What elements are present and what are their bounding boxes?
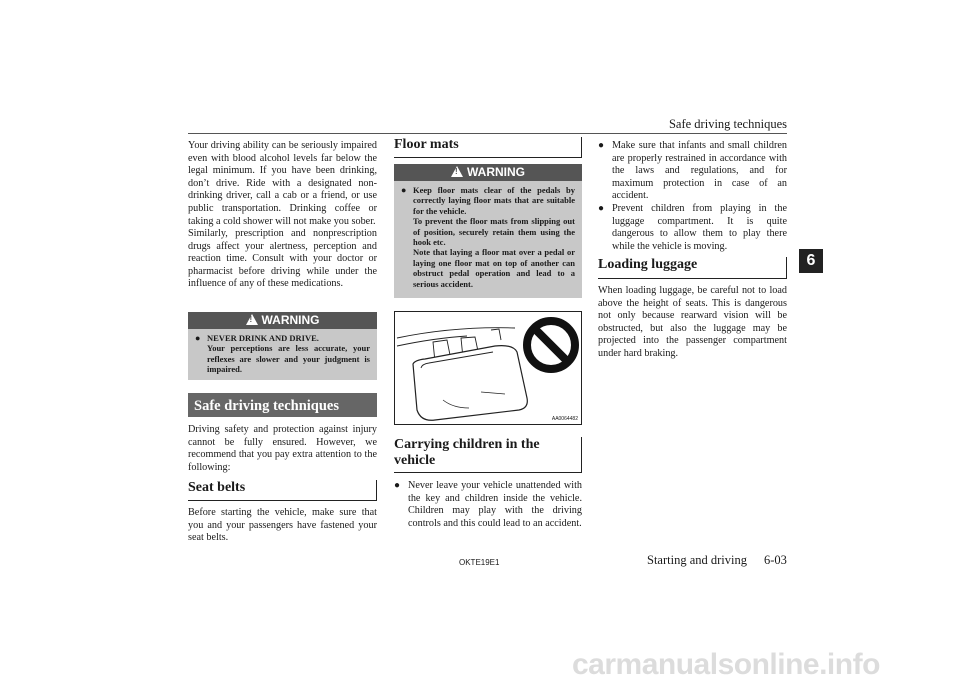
seat-belts-paragraph: Before starting the vehicle, make sure that you and your passengers have fastened your seat belts. (188, 507, 377, 544)
running-header: Safe driving techniques (668, 117, 787, 131)
safe-driving-paragraph: Driving safety and protection against injury cannot be fully ensured. However, we recommend that you pay extra attention to the following: (188, 424, 377, 473)
header-rule (188, 133, 787, 134)
floor-mat-drawing (395, 312, 581, 424)
chapter-tab: 6 (799, 249, 823, 273)
luggage-play-bullet-text: Prevent children from playing in the luggage compartment. It is quite dangerous to allow them to play there while the vehicle is moving. (612, 203, 787, 252)
heading-carrying-children: Carrying children in the vehicle (394, 437, 582, 473)
bullet-icon: ● (598, 140, 605, 151)
warning-box-drink (188, 312, 377, 380)
alcohol-paragraph: Your driving ability can be seriously impaired even with blood alcohol levels far below the legal minimum. If you have been drinking, don’t drive. Ride with a designated non-drinking driver, call a cab or a friend, or use public transportation. Drinking coffee or taking a cold shower will not make you sober. (188, 140, 377, 227)
heading-floor-mats: Floor mats (394, 137, 582, 158)
bullet-icon: ● (394, 480, 401, 491)
warning-triangle-icon (451, 166, 463, 177)
warning-header: !WARNING (394, 164, 582, 181)
children-bullet-text: Never leave your vehicle unattended with the key and children inside the vehicle. Children may play with the driving controls and this could lead to an accident. (408, 480, 582, 529)
footer-section: Starting and driving (647, 553, 747, 567)
loading-luggage-paragraph: When loading luggage, be careful not to load above the height of seats. This is dangerous not only because rearward vision will be obstructed, but also the luggage may be projected into the passenger compartment under hard braking. (598, 285, 787, 359)
bullet-icon: ● (195, 333, 201, 343)
children-bullet (394, 480, 582, 530)
warning-header: !WARNING (188, 312, 377, 329)
section-heading-safe-driving: Safe driving techniques (188, 393, 377, 417)
heading-seat-belts: Seat belts (188, 480, 377, 501)
restraint-bullet (598, 140, 787, 203)
drugs-paragraph: Similarly, prescription and nonprescription drugs affect your alertness, perception and reaction time. Consult with your doctor or pharmacist before driving while under the influence of any of these medications. (188, 228, 377, 290)
warning-box-floor-mats (394, 164, 582, 298)
warning-text: NEVER DRINK AND DRIVE. Your perceptions are less accurate, your reflexes are slower and your judgment is impaired. (207, 333, 370, 375)
floor-mat-illustration (394, 311, 582, 425)
bullet-icon: ● (598, 203, 605, 214)
warning-text: Keep floor mats clear of the pedals by correctly laying floor mats that are suitable for the vehicle. To prevent the floor mats from slipping out of position, securely retain them using the hook etc. Note that laying a floor mat over a pedal or laying one floor mat on top of another can obstruct pedal operation and lead to a serious accident. (413, 185, 575, 289)
heading-loading-luggage: Loading luggage (598, 257, 787, 279)
bullet-icon: ● (401, 185, 407, 195)
watermark: carmanualsonline.info (572, 648, 880, 681)
page-number: 6-03 (764, 553, 787, 567)
document-code: OKTE19E1 (459, 558, 500, 567)
restraint-bullet-text: Make sure that infants and small children are properly restrained in accordance with the laws and regulations, and for maximum protection in case of an accident. (612, 140, 787, 202)
prohibited-icon (527, 321, 575, 369)
luggage-play-bullet (598, 203, 787, 253)
figure-code: AA0064482 (551, 416, 578, 422)
warning-triangle-icon (246, 314, 258, 325)
